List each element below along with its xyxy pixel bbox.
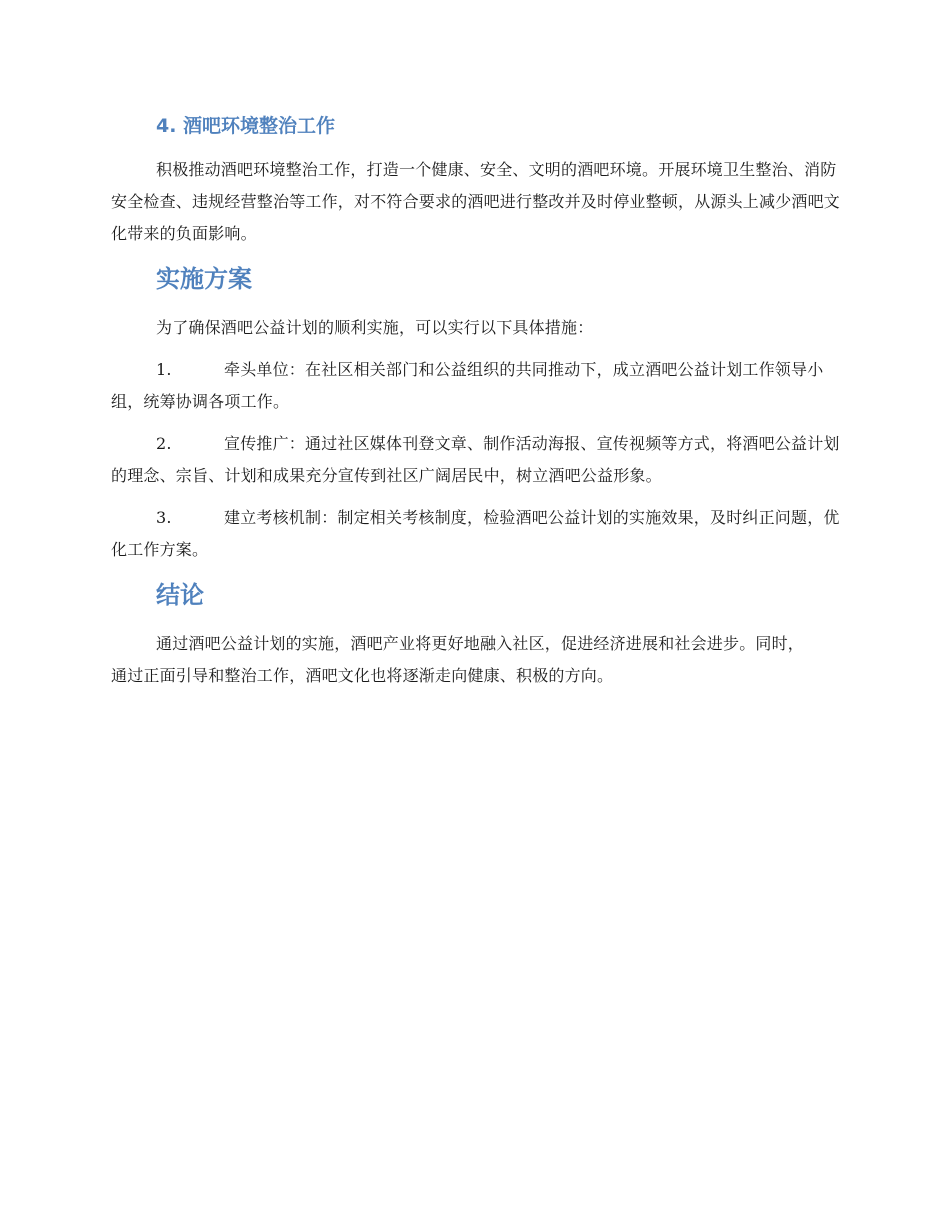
list-item-text: 宣传推广：通过社区媒体刊登文章、制作活动海报、宣传视频等方式，将酒吧公益计划的理念、宗旨、计划和成果充分宣传到社区广阔居民中，树立酒吧公益形象。 xyxy=(111,434,840,485)
document-body xyxy=(111,108,841,692)
paragraph-environment: 积极推动酒吧环境整治工作，打造一个健康、安全、文明的酒吧环境。开展环境卫生整治、消防安全检查、违规经营整治等工作，对不符合要求的酒吧进行整改并及时停业整顿，从源头上减少酒吧文化带来的负面影响。 xyxy=(111,160,841,243)
list-item-text: 牵头单位：在社区相关部门和公益组织的共同推动下，成立酒吧公益计划工作领导小组，统筹协调各项工作。 xyxy=(111,360,824,411)
section-heading-environment: 4. 酒吧环境整治工作 xyxy=(156,115,336,137)
list-item-number: 2. xyxy=(156,434,172,453)
section-heading-plan: 实施方案 xyxy=(156,265,252,293)
list-item xyxy=(111,428,841,492)
list-item-text: 建立考核机制：制定相关考核制度，检验酒吧公益计划的实施效果，及时纠正问题，优化工作方案。 xyxy=(111,508,840,559)
list-item-number: 3. xyxy=(156,508,172,527)
paragraph-conclusion: 通过酒吧公益计划的实施，酒吧产业将更好地融入社区，促进经济进展和社会进步。同时，通过正面引导和整治工作，酒吧文化也将逐渐走向健康、积极的方向。 xyxy=(111,634,805,685)
list-item-number: 1. xyxy=(156,360,172,379)
paragraph-plan-intro: 为了确保酒吧公益计划的顺利实施，可以实行以下具体措施： xyxy=(156,318,594,337)
list-item xyxy=(111,354,841,418)
list-item xyxy=(111,502,841,566)
section-heading-conclusion: 结论 xyxy=(156,581,204,609)
